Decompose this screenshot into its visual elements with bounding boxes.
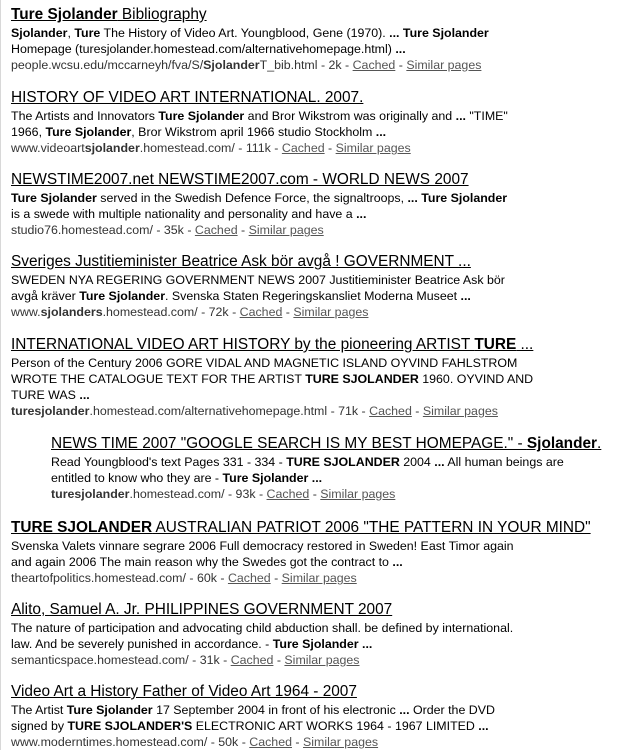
result-title-link[interactable] xyxy=(51,434,621,454)
snippet-text: The Artist xyxy=(11,703,67,717)
snippet-text: "TIME" xyxy=(465,109,508,123)
result-meta-line xyxy=(11,403,623,419)
snippet-text: TURE SJOLANDER xyxy=(305,372,419,386)
url-text: sjolanders xyxy=(40,305,103,319)
result-meta-line xyxy=(51,486,621,502)
link-separator: - xyxy=(411,404,423,418)
link-separator: - xyxy=(291,735,303,749)
link-separator: - xyxy=(395,58,407,72)
snippet-text: ... xyxy=(399,703,410,717)
result-title-text: INTERNATIONAL VIDEO ART HISTORY by the pioneering ARTIST xyxy=(11,336,475,353)
result-snippet-line xyxy=(11,124,623,140)
snippet-text: Person of the Century 2006 GORE VIDAL AND MAGNETIC ISLAND OYVIND FAHLSTROM xyxy=(11,356,518,370)
snippet-text: 17 September 2004 in front of his electronic xyxy=(152,703,400,717)
snippet-text: Svenska Valets vinnare segrare 2006 Full democracy restored in Sweden! East Timor again xyxy=(11,539,514,553)
result-snippet-line xyxy=(11,554,623,570)
snippet-text: Ture xyxy=(74,26,101,40)
link-separator: - xyxy=(237,223,249,237)
url-text: .homestead.com/alternativehomepage.html xyxy=(89,404,328,418)
snippet-text: ... xyxy=(79,388,90,402)
similar-pages-link[interactable]: Similar pages xyxy=(406,58,482,72)
snippet-text: 1960. OYVIND AND xyxy=(418,372,534,386)
snippet-text: Ture Sjolander xyxy=(11,191,97,205)
result-snippet-line xyxy=(11,718,623,734)
snippet-text: ... xyxy=(356,207,367,221)
url-text: turesjolander xyxy=(11,404,90,418)
result-snippet-line xyxy=(51,470,621,486)
result-title-text: Alito, Samuel A. Jr. PHILIPPINES GOVERNMENT 2007 xyxy=(11,601,393,618)
snippet-text: Ture Sjolander xyxy=(66,703,153,717)
snippet-text: Ture Sjolander ... xyxy=(222,471,323,485)
result-title-link[interactable] xyxy=(11,170,623,190)
similar-pages-link[interactable]: Similar pages xyxy=(422,404,498,418)
result-size: - 111k - xyxy=(234,141,282,155)
url-text: www. xyxy=(11,305,41,319)
snippet-text: is a swede with multiple nationality and personality and have a xyxy=(11,207,357,221)
similar-pages-link[interactable]: Similar pages xyxy=(281,571,357,585)
result-title-link[interactable] xyxy=(11,600,623,620)
cached-link[interactable]: Cached xyxy=(266,487,310,501)
snippet-text: ELECTRONIC ART WORKS 1964 - 1967 LIMITED xyxy=(192,719,479,733)
result-url xyxy=(11,571,186,585)
snippet-text: The nature of participation and advocating child abduction shall. be defined by international. xyxy=(11,621,514,635)
snippet-text: 2004 xyxy=(399,455,435,469)
url-text: .homestead.com/ xyxy=(129,487,225,501)
snippet-text: Sjolander xyxy=(11,26,68,40)
result-title-text: NEWS TIME 2007 "GOOGLE SEARCH IS MY BEST HOMEPAGE." - xyxy=(51,435,527,452)
result-snippet-line xyxy=(11,538,623,554)
snippet-text: ... Ture Sjolander xyxy=(407,191,508,205)
link-separator: - xyxy=(282,305,294,319)
snippet-text: The History of Video Art. Youngblood, Gene (1970). xyxy=(100,26,390,40)
url-text: www.moderntimes.homestead.com/ xyxy=(11,735,208,749)
similar-pages-link[interactable]: Similar pages xyxy=(284,653,360,667)
result-meta-line xyxy=(11,304,623,320)
cached-link[interactable]: Cached xyxy=(227,571,271,585)
search-result xyxy=(11,335,623,419)
url-text: www.videoart xyxy=(11,141,85,155)
search-result xyxy=(11,88,623,156)
link-separator: - xyxy=(309,487,321,501)
result-title-text: Video Art a History Father of Video Art 1964 - 2007 xyxy=(11,683,357,700)
result-title-link[interactable] xyxy=(11,335,623,355)
snippet-text: ... xyxy=(434,455,445,469)
result-snippet-line xyxy=(11,272,623,288)
snippet-text: ... Ture Sjolander xyxy=(389,26,489,40)
snippet-text: and again 2006 The main reason why the Swedes got the contract to xyxy=(11,555,393,569)
snippet-text: TURE SJOLANDER'S xyxy=(67,719,193,733)
result-snippet-line xyxy=(11,25,623,41)
snippet-text: ... xyxy=(392,555,403,569)
result-snippet-line xyxy=(11,387,623,403)
result-snippet-line xyxy=(51,454,621,470)
snippet-text: All human beings are xyxy=(444,455,564,469)
snippet-text: ... xyxy=(460,289,471,303)
result-size: - 31k - xyxy=(188,653,231,667)
result-snippet-line xyxy=(11,41,623,57)
snippet-text: TURE SJOLANDER xyxy=(286,455,400,469)
result-title-text: Bibliography xyxy=(117,6,207,23)
snippet-text: The Artists and Innovators xyxy=(11,109,159,123)
search-result xyxy=(11,170,623,238)
url-text: T_bib.html xyxy=(259,58,318,72)
result-size: - 72k - xyxy=(197,305,240,319)
snippet-text: ... xyxy=(455,109,466,123)
snippet-text: avgå kräver xyxy=(11,289,80,303)
cached-link[interactable]: Cached xyxy=(281,141,325,155)
snippet-text: , xyxy=(67,26,75,40)
url-text: semanticspace.homestead.com/ xyxy=(11,653,189,667)
snippet-text: Homepage (turesjolander.homestead.com/alternativehomepage.html) xyxy=(11,42,396,56)
url-text: people.wcsu.edu/mccarneyh/fva/S/ xyxy=(11,58,204,72)
cached-link[interactable]: Cached xyxy=(239,305,283,319)
url-text: turesjolander xyxy=(51,487,130,501)
snippet-text: WROTE THE CATALOGUE TEXT FOR THE ARTIST xyxy=(11,372,306,386)
similar-pages-link[interactable]: Similar pages xyxy=(320,487,396,501)
url-text: .homestead.com/ xyxy=(102,305,198,319)
result-title-link[interactable] xyxy=(11,518,623,538)
search-results-list xyxy=(1,0,626,750)
snippet-text: served in the Swedish Defence Force, the signaltroops, xyxy=(96,191,408,205)
result-title-text: AUSTRALIAN PATRIOT 2006 "THE PATTERN IN YOUR MIND" xyxy=(152,519,591,536)
snippet-text: , Bror Wikstrom april 1966 studio Stockholm xyxy=(131,125,376,139)
result-url xyxy=(11,653,189,667)
url-text: .homestead.com/ xyxy=(139,141,235,155)
similar-pages-link[interactable]: Similar pages xyxy=(293,305,369,319)
result-snippet-line xyxy=(11,108,623,124)
result-url xyxy=(11,223,153,237)
result-snippet-line xyxy=(11,190,623,206)
result-url xyxy=(11,735,207,749)
result-snippet-line xyxy=(11,636,623,652)
url-text: Sjolander xyxy=(203,58,260,72)
result-title-text: . xyxy=(597,435,602,452)
result-title-text: TURE xyxy=(474,336,517,353)
similar-pages-link[interactable]: Similar pages xyxy=(248,223,324,237)
result-title-text: NEWSTIME2007.net NEWSTIME2007.com - WORLD NEWS 2007 xyxy=(11,171,469,188)
result-size: - 2k - xyxy=(317,58,353,72)
result-size: - 50k - xyxy=(207,735,250,749)
cached-link[interactable]: Cached xyxy=(230,653,274,667)
cached-link[interactable]: Cached xyxy=(194,223,238,237)
result-title-text: TURE SJOLANDER xyxy=(11,519,153,536)
snippet-text: and Bror Wikstrom was originally and xyxy=(244,109,456,123)
search-result xyxy=(51,434,621,502)
result-url xyxy=(51,487,225,501)
url-text: studio76.homestead.com/ xyxy=(11,223,153,237)
url-text: sjolander xyxy=(84,141,140,155)
result-url xyxy=(11,305,198,319)
snippet-text: Order the DVD xyxy=(409,703,495,717)
similar-pages-link[interactable]: Similar pages xyxy=(335,141,411,155)
snippet-text: TURE WAS xyxy=(11,388,80,402)
result-snippet-line xyxy=(11,206,623,222)
result-snippet-line xyxy=(11,288,623,304)
result-title-link[interactable] xyxy=(11,252,623,272)
snippet-text: Ture Sjolander xyxy=(158,109,245,123)
search-result xyxy=(11,600,623,668)
snippet-text: entitled to know who they are - xyxy=(51,471,223,485)
search-result xyxy=(11,252,623,320)
result-snippet-line xyxy=(11,702,623,718)
result-size: - 71k - xyxy=(327,404,370,418)
result-size: - 93k - xyxy=(224,487,267,501)
snippet-text: ... xyxy=(478,719,489,733)
snippet-text: SWEDEN NYA REGERING GOVERNMENT NEWS 2007 Justitieminister Beatrice Ask bör xyxy=(11,273,505,287)
snippet-text: Ture Sjolander xyxy=(45,125,132,139)
snippet-text: ... xyxy=(375,125,387,139)
snippet-text: ... xyxy=(395,42,406,56)
result-title-text: ... xyxy=(516,336,534,353)
result-meta-line xyxy=(11,652,623,668)
snippet-text: signed by xyxy=(11,719,68,733)
result-meta-line xyxy=(11,57,623,73)
result-meta-line xyxy=(11,140,623,156)
snippet-text: . Svenska Staten Regeringskansliet Moderna Museet xyxy=(165,289,461,303)
similar-pages-link[interactable]: Similar pages xyxy=(303,735,379,749)
snippet-text: 1966, xyxy=(11,125,46,139)
link-separator: - xyxy=(270,571,282,585)
search-result xyxy=(11,682,623,750)
snippet-text: Ture Sjolander xyxy=(79,289,166,303)
result-title-text: Sveriges Justitieminister Beatrice Ask bör avgå ! GOVERNMENT ... xyxy=(11,253,471,270)
snippet-text: law. And be severely punished in accordance. - xyxy=(11,637,273,651)
result-title-link[interactable] xyxy=(11,682,623,702)
result-snippet-line xyxy=(11,620,623,636)
result-meta-line xyxy=(11,570,623,586)
search-result xyxy=(11,5,623,73)
result-title-text: Ture Sjolander xyxy=(11,6,118,23)
url-text: theartofpolitics.homestead.com/ xyxy=(11,571,186,585)
result-size: - 60k - xyxy=(185,571,228,585)
result-title-text: HISTORY OF VIDEO ART INTERNATIONAL. 2007. xyxy=(11,89,364,106)
cached-link[interactable]: Cached xyxy=(352,58,396,72)
result-title-text: Sjolander xyxy=(526,435,598,452)
snippet-text: Read Youngblood's text Pages 331 - 334 - xyxy=(51,455,287,469)
result-snippet-line xyxy=(11,371,623,387)
result-url xyxy=(11,58,318,72)
result-meta-line xyxy=(11,734,623,750)
result-title-link[interactable] xyxy=(11,5,623,25)
result-meta-line xyxy=(11,222,623,238)
result-title-link[interactable] xyxy=(11,88,623,108)
result-url xyxy=(11,141,235,155)
snippet-text: Ture Sjolander ... xyxy=(272,637,373,651)
result-size: - 35k - xyxy=(152,223,195,237)
search-result xyxy=(11,518,623,586)
cached-link[interactable]: Cached xyxy=(249,735,292,749)
result-url xyxy=(11,404,327,418)
result-snippet-line xyxy=(11,355,623,371)
link-separator: - xyxy=(324,141,336,155)
link-separator: - xyxy=(273,653,285,667)
cached-link[interactable]: Cached xyxy=(369,404,412,418)
